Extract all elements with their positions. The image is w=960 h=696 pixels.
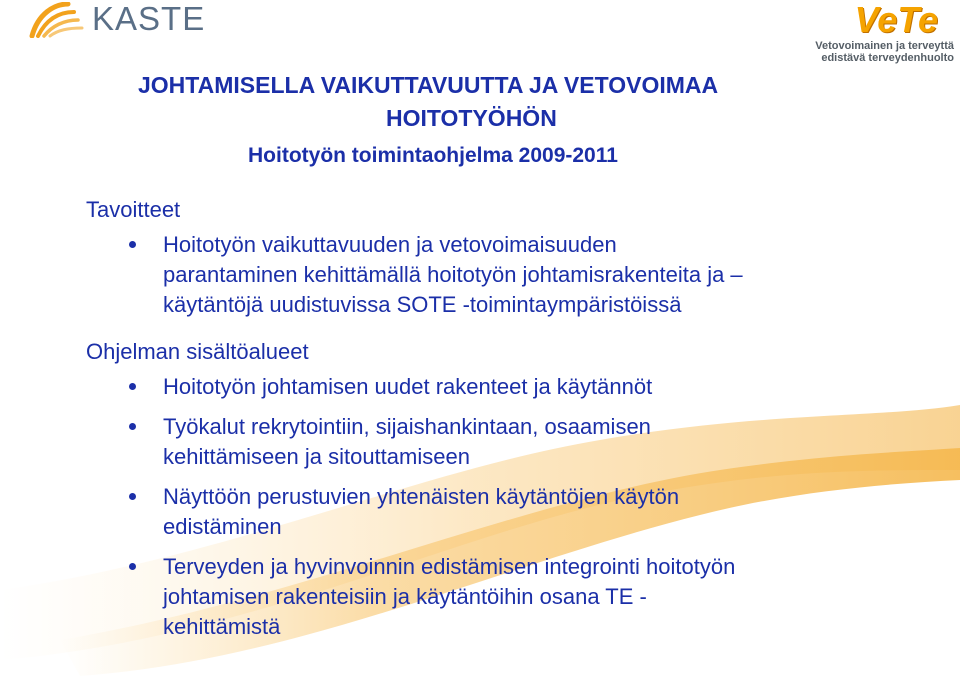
title-line-2: HOITOTYÖHÖN: [386, 105, 557, 131]
bullet-icon: [129, 241, 136, 248]
kaste-logo-text: KASTE: [92, 0, 206, 37]
bullet-item: [163, 412, 651, 472]
bullet-line: parantaminen kehittämällä hoitotyön johtamisrakenteita ja –: [163, 262, 743, 287]
section-heading-sisaltoalueet: Ohjelman sisältöalueet: [86, 339, 309, 364]
vete-logo-text: VeTe: [854, 0, 938, 40]
bullet-item: [163, 230, 743, 320]
bullet-line: Työkalut rekrytointiin, sijaishankintaan, osaamisen: [163, 414, 651, 439]
bullet-line: käytäntöjä uudistuvissa SOTE -toimintaympäristöissä: [163, 292, 682, 317]
bullet-item: [163, 552, 735, 642]
bullet-icon: [129, 493, 136, 500]
subtitle: Hoitotyön toimintaohjelma 2009-2011: [248, 144, 618, 167]
bullet-item: [163, 372, 652, 402]
bullet-icon: [129, 563, 136, 570]
bullet-line: Hoitotyön johtamisen uudet rakenteet ja käytännöt: [163, 374, 653, 399]
bullet-item: [163, 482, 679, 542]
bullet-line: edistäminen: [163, 514, 282, 539]
section-heading-tavoitteet: Tavoitteet: [86, 197, 181, 222]
title-line-1: JOHTAMISELLA VAIKUTTAVUUTTA JA VETOVOIMAA: [138, 72, 719, 98]
bullet-line: kehittämistä: [163, 614, 281, 639]
bullet-line: Terveyden ja hyvinvoinnin edistämisen integrointi hoitotyön: [163, 554, 736, 579]
bullet-icon: [129, 423, 136, 430]
vete-tagline-1: Vetovoimainen ja terveyttä: [815, 40, 954, 52]
bullet-line: Hoitotyön vaikuttavuuden ja vetovoimaisuuden: [163, 232, 617, 257]
vete-tagline-2: edistävä terveydenhuolto: [821, 52, 954, 64]
bullet-line: Näyttöön perustuvien yhtenäisten käytäntöjen käytön: [163, 484, 680, 509]
bullet-line: johtamisen rakenteisiin ja käytäntöihin osana TE -: [163, 584, 647, 609]
bullet-icon: [129, 383, 136, 390]
bullet-line: kehittämiseen ja sitouttamiseen: [163, 444, 470, 469]
